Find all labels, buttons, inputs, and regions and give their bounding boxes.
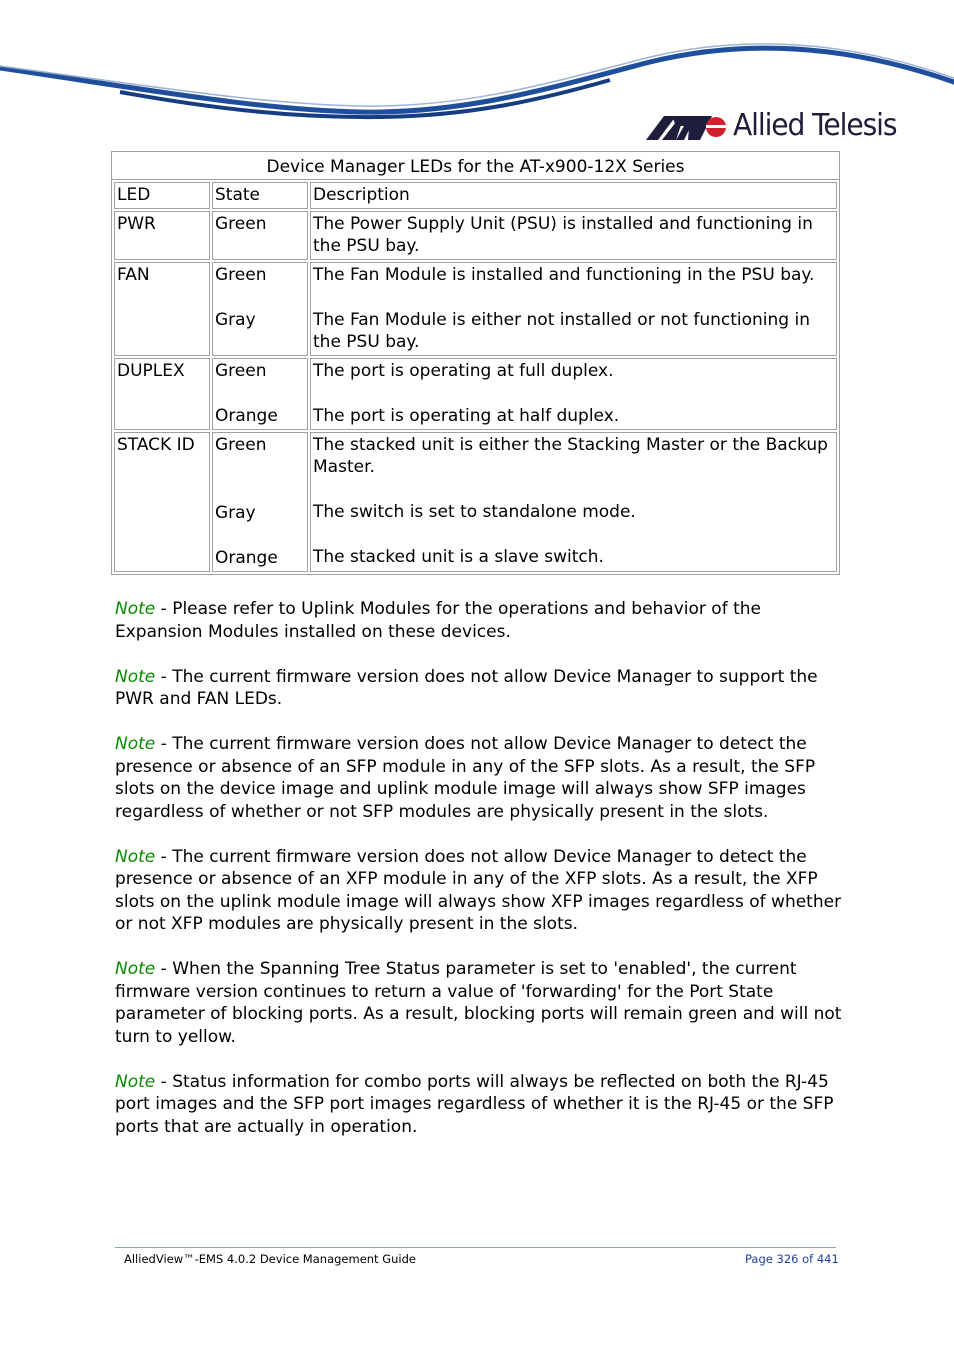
note-paragraph: [115, 1071, 845, 1139]
state-cell: [212, 432, 308, 572]
note-label: Note: [115, 599, 156, 619]
state-value: Orange: [215, 406, 278, 426]
state-cell: [212, 211, 308, 260]
description-value: The port is operating at full duplex.: [313, 361, 614, 381]
note-paragraph: [115, 846, 845, 936]
note-text: - When the Spanning Tree Status parameter is set to 'enabled', the current firmware version continues to return a value of 'forwarding' for the Port State parameter of blocking ports. As a result, blocking ports will remain green and will not turn to yellow.: [115, 959, 842, 1047]
description-cell: [310, 432, 837, 572]
footer-page-number: Page 326 of 441: [745, 1252, 839, 1266]
description-cell: [310, 211, 837, 260]
state-value: Gray: [215, 310, 256, 330]
notes-section: [115, 598, 845, 1161]
state-value: Green: [215, 361, 267, 381]
state-value: Green: [215, 265, 267, 285]
note-label: Note: [115, 666, 156, 687]
description-value: The stacked unit is a slave switch.: [313, 547, 604, 567]
brand-name: Allied Telesis: [733, 108, 897, 143]
note-label: Note: [115, 734, 156, 754]
note-label: Note: [115, 959, 156, 979]
allied-telesis-logo: [646, 108, 902, 146]
state-cell: [212, 358, 308, 430]
state-cell: [212, 262, 308, 356]
footer-document-title: AlliedView™-EMS 4.0.2 Device Management Guide: [124, 1252, 416, 1266]
led-cell: FAN: [114, 262, 210, 356]
brand-mark-icon: [646, 114, 726, 142]
table-header-row: [114, 182, 837, 209]
note-label: Note: [115, 846, 156, 867]
footer-divider: [115, 1247, 836, 1248]
description-value: The Power Supply Unit (PSU) is installed and functioning in the PSU bay.: [313, 214, 813, 256]
description-value: The Fan Module is installed and functioning in the PSU bay.: [313, 265, 815, 285]
description-cell: [310, 358, 837, 430]
header-led: LED: [114, 182, 210, 209]
note-text: - The current firmware version does not allow Device Manager to support the PWR and FAN LEDs.: [115, 666, 818, 709]
description-value: The port is operating at half duplex.: [313, 406, 620, 426]
table-row: [114, 358, 837, 430]
note-text: - The current firmware version does not allow Device Manager to detect the presence or absence of an XFP module in any of the XFP slots. As a result, the XFP slots on the uplink module image will always show XFP images regardless of whether or not XFP modules are physically present in the slots.: [115, 846, 842, 934]
table-row: [114, 262, 837, 356]
note-paragraph: [115, 666, 845, 711]
led-table: [111, 151, 840, 575]
note-paragraph: [115, 598, 845, 643]
note-label: Note: [115, 1071, 156, 1092]
description-cell: [310, 262, 837, 356]
header-description: Description: [310, 182, 837, 209]
note-text: - Please refer to Uplink Modules for the operations and behavior of the Expansion Modules installed on these devices.: [115, 599, 761, 642]
description-value: The Fan Module is either not installed or not functioning in the PSU bay.: [313, 310, 810, 352]
table-row: [114, 211, 837, 260]
description-value: The switch is set to standalone mode.: [313, 502, 636, 522]
header-state: State: [212, 182, 308, 209]
note-paragraph: [115, 733, 845, 823]
table-row: [114, 432, 837, 572]
state-value: Green: [215, 435, 267, 455]
state-value: Gray: [215, 503, 256, 523]
led-cell: PWR: [114, 211, 210, 260]
note-paragraph: [115, 958, 845, 1048]
led-cell: STACK ID: [114, 432, 210, 572]
table-caption: Device Manager LEDs for the AT-x900-12X Series: [111, 151, 840, 179]
note-text: - Status information for combo ports will always be reflected on both the RJ-45 port images and the SFP port images regardless of whether it is the RJ-45 or the SFP ports that are actually in operation.: [115, 1071, 834, 1137]
state-value: Orange: [215, 548, 278, 568]
description-value: The stacked unit is either the Stacking Master or the Backup Master.: [313, 435, 828, 477]
led-cell: DUPLEX: [114, 358, 210, 430]
note-text: - The current firmware version does not allow Device Manager to detect the presence or absence of an SFP module in any of the SFP slots. As a result, the SFP slots on the device image and uplink module image will always show SFP images regardless of whether or not SFP modules are physically present in the slots.: [115, 734, 816, 822]
state-value: Green: [215, 214, 267, 234]
